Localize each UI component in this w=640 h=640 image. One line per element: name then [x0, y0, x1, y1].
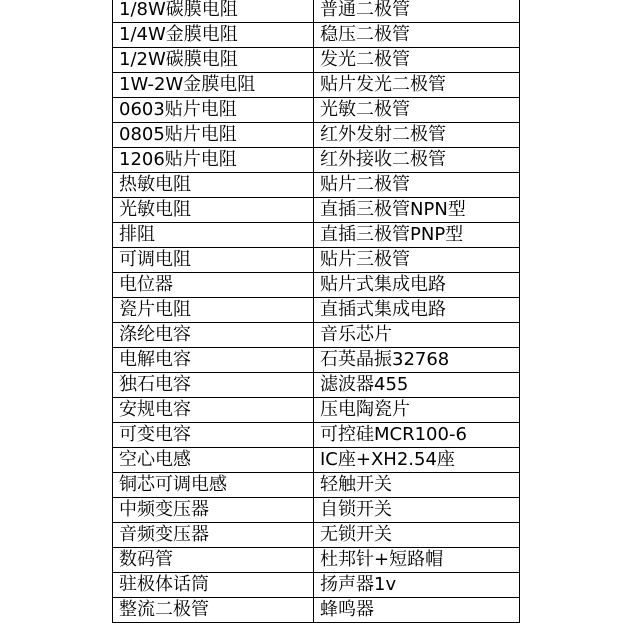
right-cell: IC座+XH2.54座 [314, 448, 520, 473]
table-row [113, 473, 520, 498]
right-cell: 扬声器1v [314, 573, 520, 598]
left-cell: 1/4W金膜电阻 [113, 23, 314, 48]
left-cell: 独石电容 [113, 373, 314, 398]
left-cell: 1206贴片电阻 [113, 148, 314, 173]
left-cell: 1/8W碳膜电阻 [113, 0, 314, 23]
left-cell: 1W-2W金膜电阻 [113, 73, 314, 98]
table-row [113, 248, 520, 273]
right-cell: 直插三极管NPN型 [314, 198, 520, 223]
right-cell: 贴片三极管 [314, 248, 520, 273]
table-row [113, 173, 520, 198]
right-cell: 光敏二极管 [314, 98, 520, 123]
left-cell: 铜芯可调电感 [113, 473, 314, 498]
left-cell: 光敏电阻 [113, 198, 314, 223]
right-cell: 贴片发光二极管 [314, 73, 520, 98]
table-row [113, 573, 520, 598]
table-row [113, 498, 520, 523]
left-cell: 安规电容 [113, 398, 314, 423]
table-row [113, 73, 520, 98]
left-cell: 涤纶电容 [113, 323, 314, 348]
left-cell: 0603贴片电阻 [113, 98, 314, 123]
right-cell: 滤波器455 [314, 373, 520, 398]
table-row [113, 523, 520, 548]
table-row [113, 148, 520, 173]
left-cell: 可调电阻 [113, 248, 314, 273]
left-cell: 电位器 [113, 273, 314, 298]
table-row [113, 398, 520, 423]
right-cell: 直插式集成电路 [314, 298, 520, 323]
right-cell: 贴片二极管 [314, 173, 520, 198]
left-cell: 数码管 [113, 548, 314, 573]
table-row [113, 598, 520, 623]
component-table [112, 0, 520, 623]
right-cell: 石英晶振32768 [314, 348, 520, 373]
table-row [113, 273, 520, 298]
right-cell: 压电陶瓷片 [314, 398, 520, 423]
table-row [113, 423, 520, 448]
component-table-body [113, 0, 520, 623]
left-cell: 空心电感 [113, 448, 314, 473]
left-cell: 整流二极管 [113, 598, 314, 623]
right-cell: 无锁开关 [314, 523, 520, 548]
right-cell: 音乐芯片 [314, 323, 520, 348]
right-cell: 红外发射二极管 [314, 123, 520, 148]
table-row [113, 23, 520, 48]
right-cell: 蜂鸣器 [314, 598, 520, 623]
right-cell: 普通二极管 [314, 0, 520, 23]
right-cell: 杜邦针+短路帽 [314, 548, 520, 573]
left-cell: 驻极体话筒 [113, 573, 314, 598]
table-row [113, 0, 520, 23]
right-cell: 可控硅MCR100-6 [314, 423, 520, 448]
table-row [113, 198, 520, 223]
right-cell: 稳压二极管 [314, 23, 520, 48]
component-list-sheet [112, 0, 520, 640]
table-row [113, 98, 520, 123]
left-cell: 1/2W碳膜电阻 [113, 48, 314, 73]
right-cell: 贴片式集成电路 [314, 273, 520, 298]
table-row [113, 348, 520, 373]
left-cell: 电解电容 [113, 348, 314, 373]
right-cell: 自锁开关 [314, 498, 520, 523]
left-cell: 瓷片电阻 [113, 298, 314, 323]
left-cell: 排阻 [113, 223, 314, 248]
table-row [113, 123, 520, 148]
left-cell: 音频变压器 [113, 523, 314, 548]
left-cell: 0805贴片电阻 [113, 123, 314, 148]
right-cell: 红外接收二极管 [314, 148, 520, 173]
left-cell: 中频变压器 [113, 498, 314, 523]
right-cell: 发光二极管 [314, 48, 520, 73]
table-row [113, 448, 520, 473]
table-row [113, 223, 520, 248]
table-row [113, 298, 520, 323]
right-cell: 直插三极管PNP型 [314, 223, 520, 248]
left-cell: 热敏电阻 [113, 173, 314, 198]
table-row [113, 48, 520, 73]
right-cell: 轻触开关 [314, 473, 520, 498]
table-row [113, 373, 520, 398]
table-row [113, 323, 520, 348]
left-cell: 可变电容 [113, 423, 314, 448]
table-row [113, 548, 520, 573]
